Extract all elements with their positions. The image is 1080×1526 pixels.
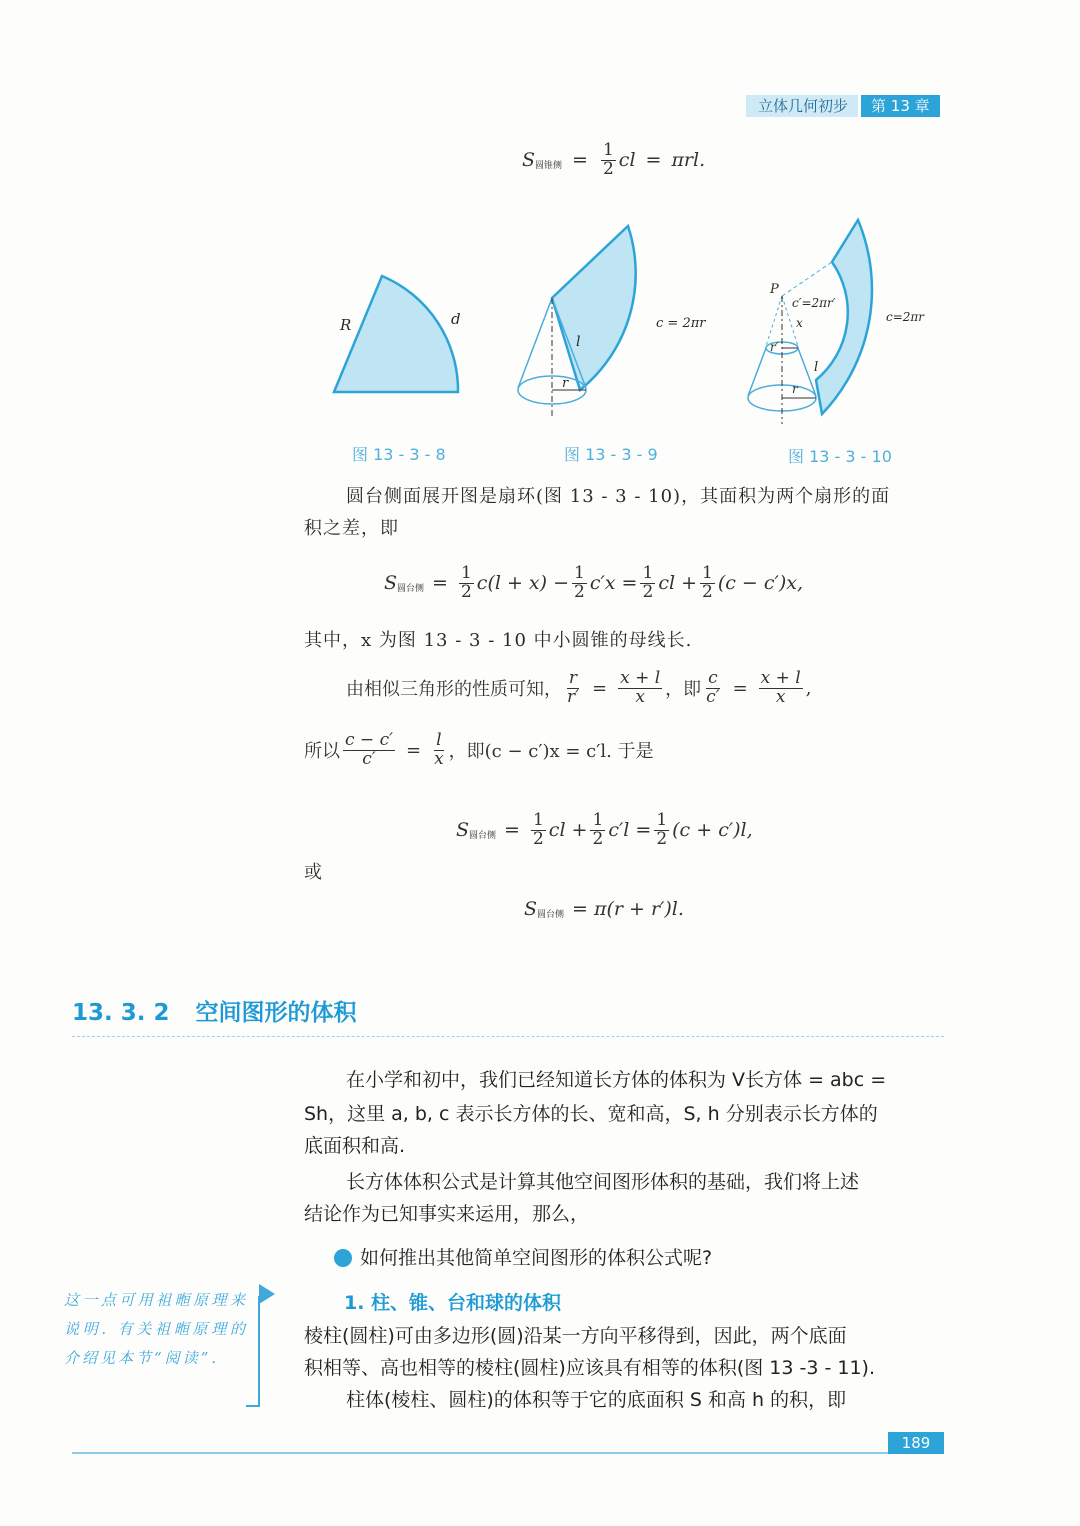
- formula-cone-lateral: [522, 142, 705, 179]
- fraction: $\frac{c}{c'}$: [706, 668, 720, 707]
- bullet-dot-icon: [334, 1249, 352, 1267]
- fraction: $\frac{1}{2}$: [642, 563, 654, 602]
- fraction: $\frac{1}{2}$: [460, 563, 472, 602]
- fraction: $\frac{1}{2}$: [656, 810, 668, 849]
- intro-line3: 底面积和高.: [304, 1135, 406, 1157]
- fraction: $\frac{1}{2}$: [702, 563, 713, 602]
- label-l: l: [576, 334, 581, 350]
- footer-rule: [72, 1452, 944, 1454]
- formula-frustum-pi: S 圆台侧 = π(r + r′)l.: [524, 898, 684, 920]
- fraction: $\frac{1}{2}$: [574, 563, 585, 602]
- chapter-header: [746, 95, 940, 117]
- caption-fig-9: 图 13 - 3 - 9: [564, 445, 658, 464]
- unrolled-sector: [552, 226, 636, 390]
- chapter-title: 立体几何初步: [746, 95, 858, 117]
- fraction: $\frac{x + l}{x}$: [760, 668, 801, 707]
- equals-sign: =: [572, 149, 588, 172]
- para-therefore: 所以 $\frac{c - c'}{c'}$ = $\frac{l}{x}$ ，即(c − c′)x = c′l. 于是: [304, 730, 654, 769]
- caption-fig-10: 图 13 - 3 - 10: [788, 447, 892, 466]
- label-P: P: [770, 282, 779, 297]
- margin-note: 这一点可用祖暅原理来说明. 有关祖暅原理的介绍见本节“阅读”.: [64, 1291, 248, 1367]
- label-c-big: c=2πr: [886, 310, 925, 324]
- section-heading: [72, 994, 357, 1027]
- formula-term: πrl.: [671, 149, 706, 172]
- chapter-label: 第 13 章: [861, 95, 940, 117]
- label-x: x: [796, 316, 803, 330]
- prism-line2: 积相等、高也相等的棱柱(圆柱)应该具有相等的体积(图 13 -3 - 11).: [304, 1357, 876, 1379]
- fraction: $\frac{1}{2}$: [602, 140, 614, 179]
- or-text: 或: [304, 862, 323, 883]
- label-R: R: [340, 316, 352, 334]
- figure-frustum-unrolled: [740, 214, 900, 430]
- fraction: $\frac{c - c'}{c'}$: [345, 730, 393, 769]
- fraction: $\frac{l}{x}$: [434, 730, 444, 769]
- para-frustum-line2: 积之差，即: [304, 518, 399, 539]
- section-title-text: 空间图形的体积: [195, 1000, 357, 1026]
- fraction: $\frac{r}{r'}$: [567, 668, 579, 707]
- formula-lhs-sub: 圆锥侧: [535, 160, 563, 171]
- intro-line5: 结论作为已知事实来运用，那么，: [304, 1203, 590, 1225]
- formula-frustum-diff: S 圆台侧 = $\frac{1}{2}$ c(l + x) − $\frac{1}{2}$ c′x = $\frac{1}{2}$ cl + $\frac{1}{2}$ (c − c′)x,: [384, 563, 804, 602]
- equals-sign: =: [645, 149, 662, 172]
- intro-line1: 在小学和初中，我们已经知道长方体的体积为 V长方体 = abc =: [346, 1069, 887, 1091]
- arrow-right-icon: [259, 1284, 275, 1304]
- subsection-heading: 1. 柱、锥、台和球的体积: [344, 1292, 562, 1314]
- dashed-extension: [782, 262, 832, 296]
- section-divider: [72, 1036, 944, 1037]
- label-r-prime: r′: [770, 340, 779, 354]
- label-d: d: [451, 310, 461, 328]
- small-cone-left: [766, 296, 782, 346]
- label-c-2pir: c = 2πr: [656, 316, 706, 331]
- cone-side-left: [518, 298, 552, 388]
- label-l: l: [814, 360, 819, 375]
- prism-line1: 棱柱(圆柱)可由多边形(圆)沿某一方向平移得到，因此，两个底面: [304, 1325, 847, 1347]
- caption-fig-8: 图 13 - 3 - 8: [352, 445, 446, 464]
- intro-line4: 长方体体积公式是计算其他空间图形体积的基础，我们将上述: [346, 1171, 860, 1193]
- formula-frustum-sum: S 圆台侧 = $\frac{1}{2}$ cl + $\frac{1}{2}$ c′l = $\frac{1}{2}$ (c + c′)l,: [456, 810, 753, 849]
- question-bullet: [334, 1242, 712, 1274]
- margin-note-bracket: [258, 1296, 260, 1406]
- label-c-prime: c′=2πr′: [792, 296, 836, 310]
- formula-lhs: S: [522, 149, 536, 172]
- fraction: $\frac{x + l}{x}$: [620, 668, 661, 707]
- para-frustum-line1: 圆台侧面展开图是扇环(图 13 - 3 - 10)，其面积为两个扇形的面: [346, 486, 891, 507]
- fraction: $\frac{1}{2}$: [532, 810, 544, 849]
- section-number: 13. 3. 2: [72, 1000, 170, 1026]
- prism-line3: 柱体(棱柱、圆柱)的体积等于它的底面积 S 和高 h 的积，即: [346, 1389, 847, 1411]
- figure-cone-unrolled: [510, 218, 670, 428]
- para-slant-note: 其中，x 为图 13 - 3 - 10 中小圆锥的母线长.: [304, 630, 693, 651]
- label-r: r: [562, 376, 569, 391]
- fraction: $\frac{1}{2}$: [592, 810, 604, 849]
- margin-note-bracket-foot: [246, 1405, 260, 1407]
- annular-sector: [816, 220, 872, 414]
- sector-shape: [334, 276, 458, 392]
- formula-term: cl: [618, 149, 636, 172]
- question-text: 如何推出其他简单空间图形的体积公式呢?: [360, 1247, 713, 1269]
- label-r: r: [792, 382, 798, 396]
- page-number: 189: [888, 1432, 944, 1454]
- intro-line2: Sh，这里 a, b, c 表示长方体的长、宽和高，S, h 分别表示长方体的: [304, 1103, 878, 1125]
- para-similar-triangles: 由相似三角形的性质可知， $\frac{r}{r'}$ = $\frac{x + l}{x}$ ，即 $\frac{c}{c'}$ = $\frac{x + l}{x}$ ,: [346, 668, 812, 707]
